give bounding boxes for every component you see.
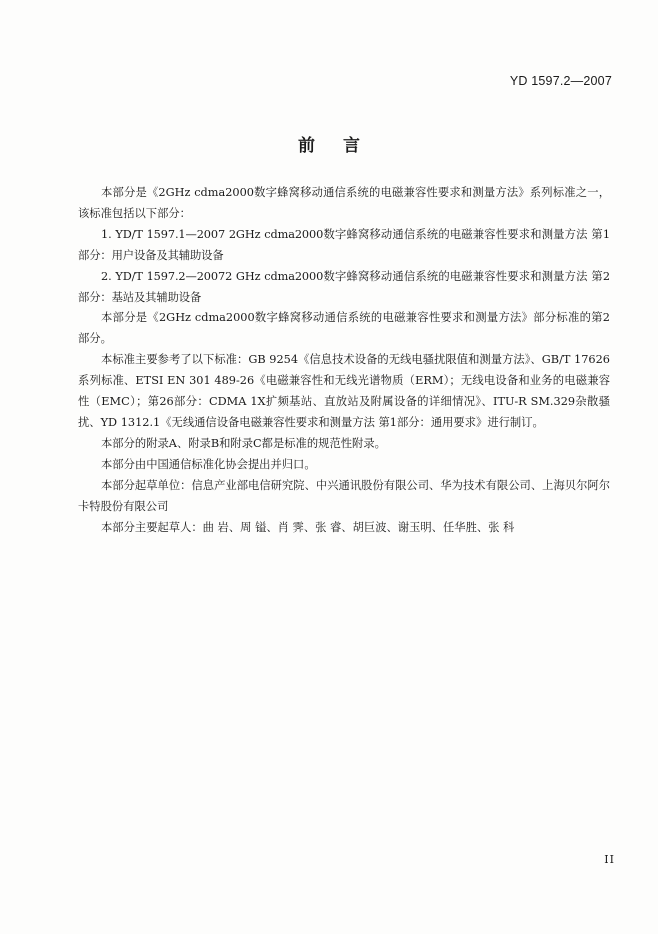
page-number: II <box>604 853 615 866</box>
paragraph-annexes: 本部分的附录A、附录B和附录C都是标准的规范性附录。 <box>101 436 386 450</box>
paragraph-drafting-units: 本部分起草单位：信息产业部电信研究院、中兴通讯股份有限公司、华为技术有限公司、上海贝尔阿尔卡特股份有限公司 <box>78 478 610 513</box>
foreword-body <box>78 183 610 538</box>
page-title: 前言 <box>298 136 388 156</box>
document-code: YD 1597.2—2007 <box>509 74 612 88</box>
paragraph-drafters: 本部分主要起草人：曲 岩、周 镒、肖 霁、张 睿、胡巨波、谢玉明、任华胜、张 科 <box>101 520 515 534</box>
paragraph-references: 本标准主要参考了以下标准：GB 9254《信息技术设备的无线电骚扰限值和测量方法》、GB/T 17626系列标准、ETSI EN 301 489-26《电磁兼容性和无线光谱物质（ERM）；无线电设备和业务的电磁兼容性（EMC）；第26部分：CDMA 1X扩频基站、直放站及附属设备的详细情况》、ITU-R SM.329杂散骚扰、YD 1312.1《无线通信设备电磁兼容性要求和测量方法 第1部分：通用要求》进行制订。 <box>78 353 610 429</box>
paragraph-part-2: 2. YD/T 1597.2—20072 GHz cdma2000数字蜂窝移动通信系统的电磁兼容性要求和测量方法 第2部分：基站及其辅助设备 <box>78 269 610 304</box>
paragraph-scope: 本部分是《2GHz cdma2000数字蜂窝移动通信系统的电磁兼容性要求和测量方法》部分标准的第2部分。 <box>78 311 610 346</box>
paragraph-part-1: 1. YD/T 1597.1—2007 2GHz cdma2000数字蜂窝移动通信系统的电磁兼容性要求和测量方法 第1部分：用户设备及其辅助设备 <box>78 227 610 262</box>
paragraph-intro: 本部分是《2GHz cdma2000数字蜂窝移动通信系统的电磁兼容性要求和测量方法》系列标准之一，该标准包括以下部分： <box>78 186 610 220</box>
paragraph-proposer: 本部分由中国通信标准化协会提出并归口。 <box>101 457 316 471</box>
